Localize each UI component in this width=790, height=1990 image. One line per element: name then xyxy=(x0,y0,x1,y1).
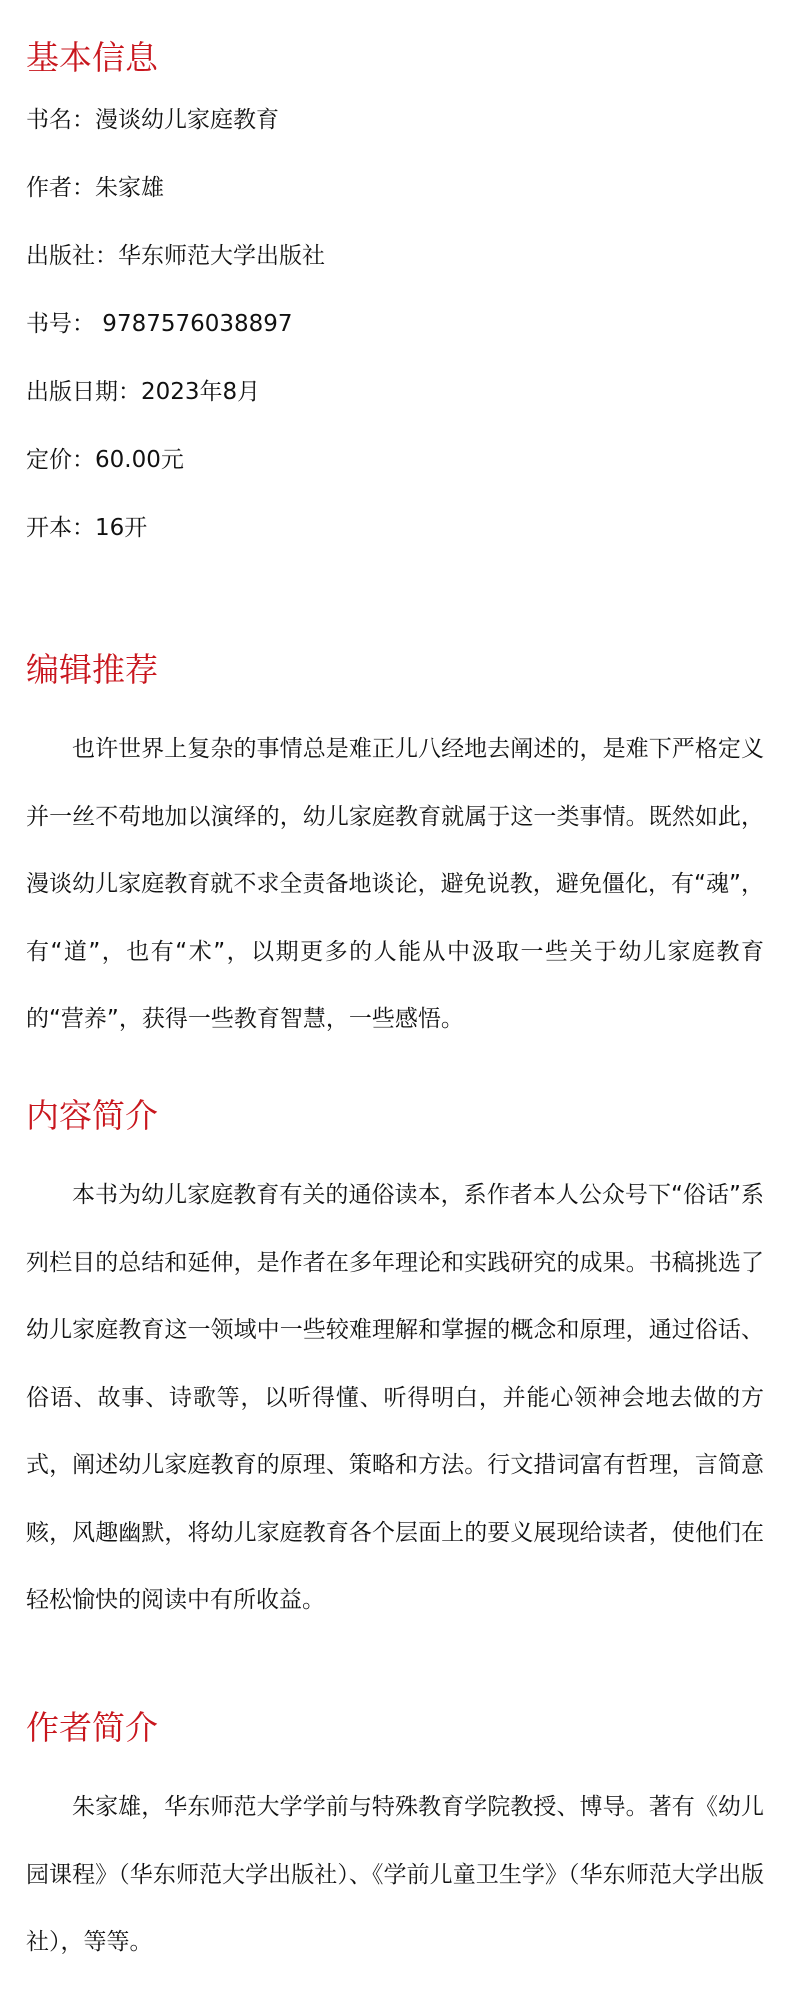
editor-recommendation-section xyxy=(26,648,764,1054)
content-summary-section xyxy=(26,1094,764,1635)
publisher-row: 出版社：华东师范大学出版社 xyxy=(26,243,325,269)
author-row: 作者：朱家雄 xyxy=(26,175,164,201)
content-summary-text: 本书为幼儿家庭教育有关的通俗读本，系作者本人公众号下“俗话”系列栏目的总结和延伸，是作者在多年理论和实践研究的成果。书稿挑选了幼儿家庭教育这一领域中一些较难理解和掌握的概念和原理，通过俗话、俗语、故事、诗歌等，以听得懂、听得明白，并能心领神会地去做的方式，阐述幼儿家庭教育的原理、策略和方法。行文措词富有哲理，言简意赅，风趣幽默，将幼儿家庭教育各个层面上的要义展现给读者，使他们在轻松愉快的阅读中有所收益。 xyxy=(26,1182,764,1613)
basic-info-heading: 基本信息 xyxy=(26,38,158,77)
editor-recommendation-heading: 编辑推荐 xyxy=(26,650,158,689)
basic-info-list xyxy=(26,86,764,562)
author-intro-heading: 作者简介 xyxy=(26,1708,158,1747)
author-intro-section xyxy=(26,1706,764,1977)
book-title-row: 书名：漫谈幼儿家庭教育 xyxy=(26,107,279,133)
publish-date-row: 出版日期：2023年8月 xyxy=(26,379,261,405)
content-summary-heading: 内容简介 xyxy=(26,1096,158,1135)
author-intro-text: 朱家雄，华东师范大学学前与特殊教育学院教授、博导。著有《幼儿园课程》（华东师范大学出版社）、《学前儿童卫生学》（华东师范大学出版社），等等。 xyxy=(26,1794,764,1955)
isbn-row: 书号： 9787576038897 xyxy=(26,311,293,337)
basic-info-section xyxy=(26,36,764,562)
format-row: 开本：16开 xyxy=(26,515,148,541)
editor-recommendation-text: 也许世界上复杂的事情总是难正儿八经地去阐述的，是难下严格定义并一丝不苟地加以演绎的，幼儿家庭教育就属于这一类事情。既然如此，漫谈幼儿家庭教育就不求全责备地谈论，避免说教，避免僵化，有“魂”，有“道”，也有“术”，以期更多的人能从中汲取一些关于幼儿家庭教育的“营养”，获得一些教育智慧，一些感悟。 xyxy=(26,736,764,1032)
price-row: 定价：60.00元 xyxy=(26,447,184,473)
